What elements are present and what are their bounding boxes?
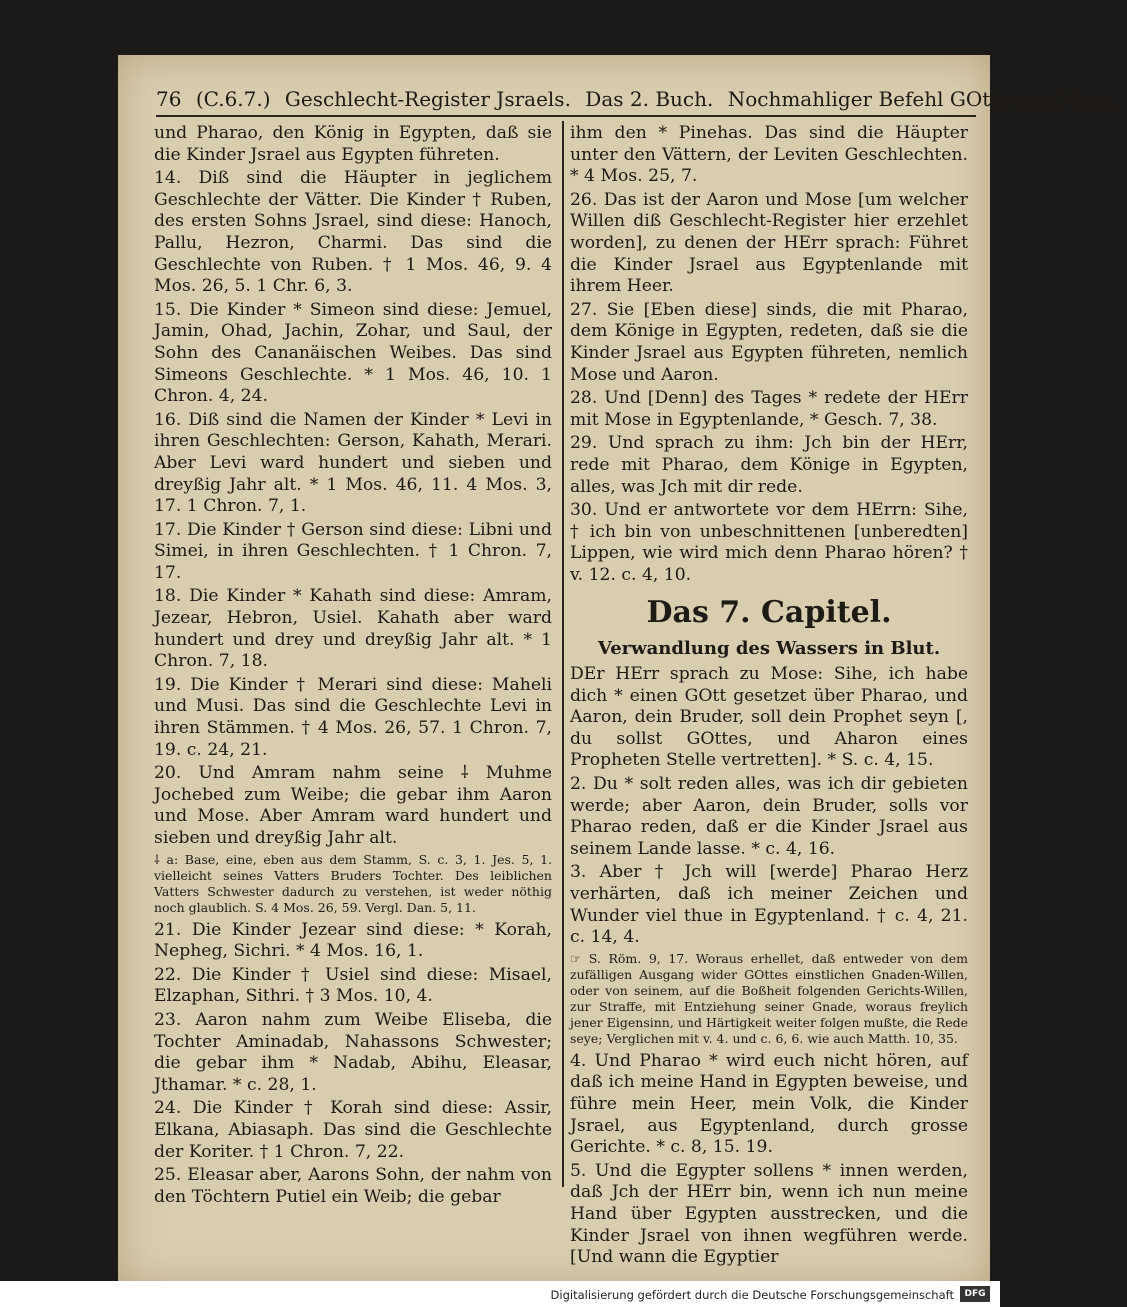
footer-credit: Digitalisierung gefördert durch die Deutsche Forschungsgemeinschaft [550, 1288, 954, 1302]
verse-paragraph: 29. Und sprach zu ihm: Jch bin der HErr, rede mit Pharao, dem Könige in Egypten, alles, was Jch mit dir rede. [570, 433, 968, 497]
right-column-top [570, 123, 968, 586]
verse-paragraph: 3. Aber † Jch will [werde] Pharao Herz verhärten, daß ich meiner Zeichen und Wunder viel thue in Egyptenland. † c. 4, 21. c. 14, 4. [570, 862, 968, 948]
left-running-title: Geschlecht-Register Jsraels. [284, 87, 571, 111]
column-divider [562, 121, 564, 1187]
verse-paragraph: 25. Eleasar aber, Aarons Sohn, der nahm von den Töchtern Putiel ein Weib; die gebar [154, 1165, 552, 1207]
verse-paragraph: 19. Die Kinder † Merari sind diese: Maheli und Musi. Das sind die Geschlechte Levi in ihren Stämmen. † 4 Mos. 26, 57. 1 Chron. 7, 19. c. 24, 21. [154, 674, 552, 760]
footnote: ☞ S. Röm. 9, 17. Woraus erhellet, daß entweder von dem zufälligen Ausgang wider GOttes einstlichen Gnaden-Willen, oder von seinem, auf die Boßheit folgenden Gerichts-Willen, zur Straffe, mit Entziehung seiner Gnade, woraus freylich jener Eigensinn, und Härtigkeit weiter folgen mußte, die Rede seye; Verglichen mit v. 4. und c. 6, 6. wie auch Matth. 10, 35. [570, 950, 968, 1046]
right-running-title: Nochmahliger Befehl GOttes an Mose. [727, 87, 1119, 111]
verse-paragraph: 18. Die Kinder * Kahath sind diese: Amram, Jezear, Hebron, Usiel. Kahath aber ward hundert und drey und dreyßig Jahr alt. * 1 Chron. 7, 18. [154, 586, 552, 672]
dfg-logo: DFG [960, 1286, 990, 1302]
verse-paragraph: 4. Und Pharao * wird euch nicht hören, auf daß ich meine Hand in Egypten beweise, und führe mein Heer, mein Volk, die Kinder Jsrael, aus Egyptenland, durch grosse Gerichte. * c. 8, 15. 19. [570, 1050, 968, 1158]
verse-paragraph: 23. Aaron nahm zum Weibe Eliseba, die Tochter Aminadab, Nahassons Schwester; die gebar ihm * Nadab, Abihu, Eleasar, Jthamar. * c. 28, 1. [154, 1009, 552, 1095]
left-text-column [154, 123, 552, 1207]
book-page [118, 55, 1119, 1287]
header-rule [156, 115, 976, 117]
verse-paragraph: 16. Diß sind die Namen der Kinder * Levi in ihren Geschlechten: Gerson, Kahath, Merari. Aber Levi ward hundert und sieben und dreyßig Jahr alt. * 1 Mos. 46, 11. 4 Mos. 3, 17. 1 Chron. 7, 1. [154, 409, 552, 517]
verse-paragraph: 21. Die Kinder Jezear sind diese: * Korah, Nepheg, Sichri. * 4 Mos. 16, 1. [154, 919, 552, 962]
chapter-subtitle: Verwandlung des Wassers in Blut. [597, 638, 941, 660]
verse-paragraph: 5. Und die Egypter sollens * innen werden, daß Jch der HErr bin, wenn ich nun meine Hand über Egypten ausstrecken, und die Kinder Jsrael von ihnen wegführen werde. [Und wann die Egyptier [570, 1160, 968, 1268]
verse-paragraph: 14. Diß sind die Häupter in jeglichem Geschlechte der Vätter. Die Kinder † Ruben, des ersten Sohns Jsrael, sind diese: Hanoch, Pallu, Hezron, Charmi. Das sind die Geschlechte von Ruben. † 1 Mos. 46, 9. 4 Mos. 26, 5. 1 Chr. 6, 3. [154, 168, 552, 297]
chapter-title: Das 7. Capitel. [646, 595, 892, 631]
verse-paragraph: 27. Sie [Eben diese] sinds, die mit Pharao, dem Könige in Egypten, redeten, daß sie die Kinder Jsrael aus Egypten führeten, nemlich Mose und Aaron. [570, 299, 968, 385]
verse-paragraph: 15. Die Kinder * Simeon sind diese: Jemuel, Jamin, Ohad, Jachin, Zohar, und Saul, der Sohn des Cananäischen Weibes. Das sind Simeons Geschlechte. * 1 Mos. 46, 10. 1 Chron. 4, 24. [154, 299, 552, 407]
verse-paragraph: 26. Das ist der Aaron und Mose [um welcher Willen diß Geschlecht-Register hier erzehlet worden], zu denen der HErr sprach: Führet die Kinder Jsrael aus Egyptenlande mit ihrem Heer. [570, 189, 968, 297]
verse-paragraph: 30. Und er antwortete vor dem HErrn: Sihe, † ich bin von unbeschnittenen [unberedten] Lippen, wie wird mich denn Pharao hören? † v. 12. c. 4, 10. [570, 500, 968, 585]
footnote: ⸸ a: Base, eine, eben aus dem Stamm, S. c. 3, 1. Jes. 5, 1. vielleicht seines Vatters Bruders Tochter. Des leiblichen Vatters Schwester dadurch zu verstehen, ist weder nöthig noch glaublich. S. 4 Mos. 26, 59. Vergl. Dan. 5, 11. [154, 851, 552, 915]
right-column-bottom [570, 664, 968, 1269]
verse-paragraph: 24. Die Kinder † Korah sind diese: Assir, Elkana, Abiasaph. Das sind die Geschlechte der Koriter. † 1 Chron. 7, 22. [154, 1098, 552, 1162]
verse-paragraph: 2. Du * solt reden alles, was ich dir gebieten werde; aber Aaron, dein Bruder, solls vor Pharao reden, daß er die Kinder Jsrael aus seinem Lande lasse. * c. 4, 16. [570, 774, 968, 859]
verse-paragraph: 22. Die Kinder † Usiel sind diese: Misael, Elzaphan, Sithri. † 3 Mos. 10, 4. [154, 964, 552, 1007]
book-title: Das 2. Buch. [585, 87, 714, 111]
chapter-reference: (C.6.7.) [195, 87, 271, 111]
digitization-footer [0, 1281, 1000, 1307]
verse-paragraph: und Pharao, den König in Egypten, daß sie die Kinder Jsrael aus Egypten führeten. [154, 123, 552, 165]
verse-paragraph: 17. Die Kinder † Gerson sind diese: Libni und Simei, in ihren Geschlechten. † 1 Chron. 7, 17. [154, 519, 552, 583]
verse-paragraph: DEr HErr sprach zu Mose: Sihe, ich habe dich * einen GOtt gesetzet über Pharao, und Aaron, dein Bruder, soll dein Prophet seyn [, du sollst GOttes, und Aharon eines Propheten Stelle vertretten]. * S. c. 4, 15. [570, 664, 968, 771]
running-header [156, 87, 1119, 117]
verse-paragraph: 20. Und Amram nahm seine ⸸ Muhme Jochebed zum Weibe; die gebar ihm Aaron und Mose. Aber Amram ward hundert und sieben und dreyßig Jahr alt. [154, 763, 552, 848]
verse-paragraph: 28. Und [Denn] des Tages * redete der HErr mit Mose in Egyptenlande, * Gesch. 7, 38. [570, 388, 968, 430]
page-number: 76 [156, 87, 182, 111]
verse-paragraph: ihm den * Pinehas. Das sind die Häupter unter den Vättern, der Leviten Geschlechten. * 4 Mos. 25, 7. [570, 123, 968, 187]
right-text-column [570, 123, 968, 1268]
